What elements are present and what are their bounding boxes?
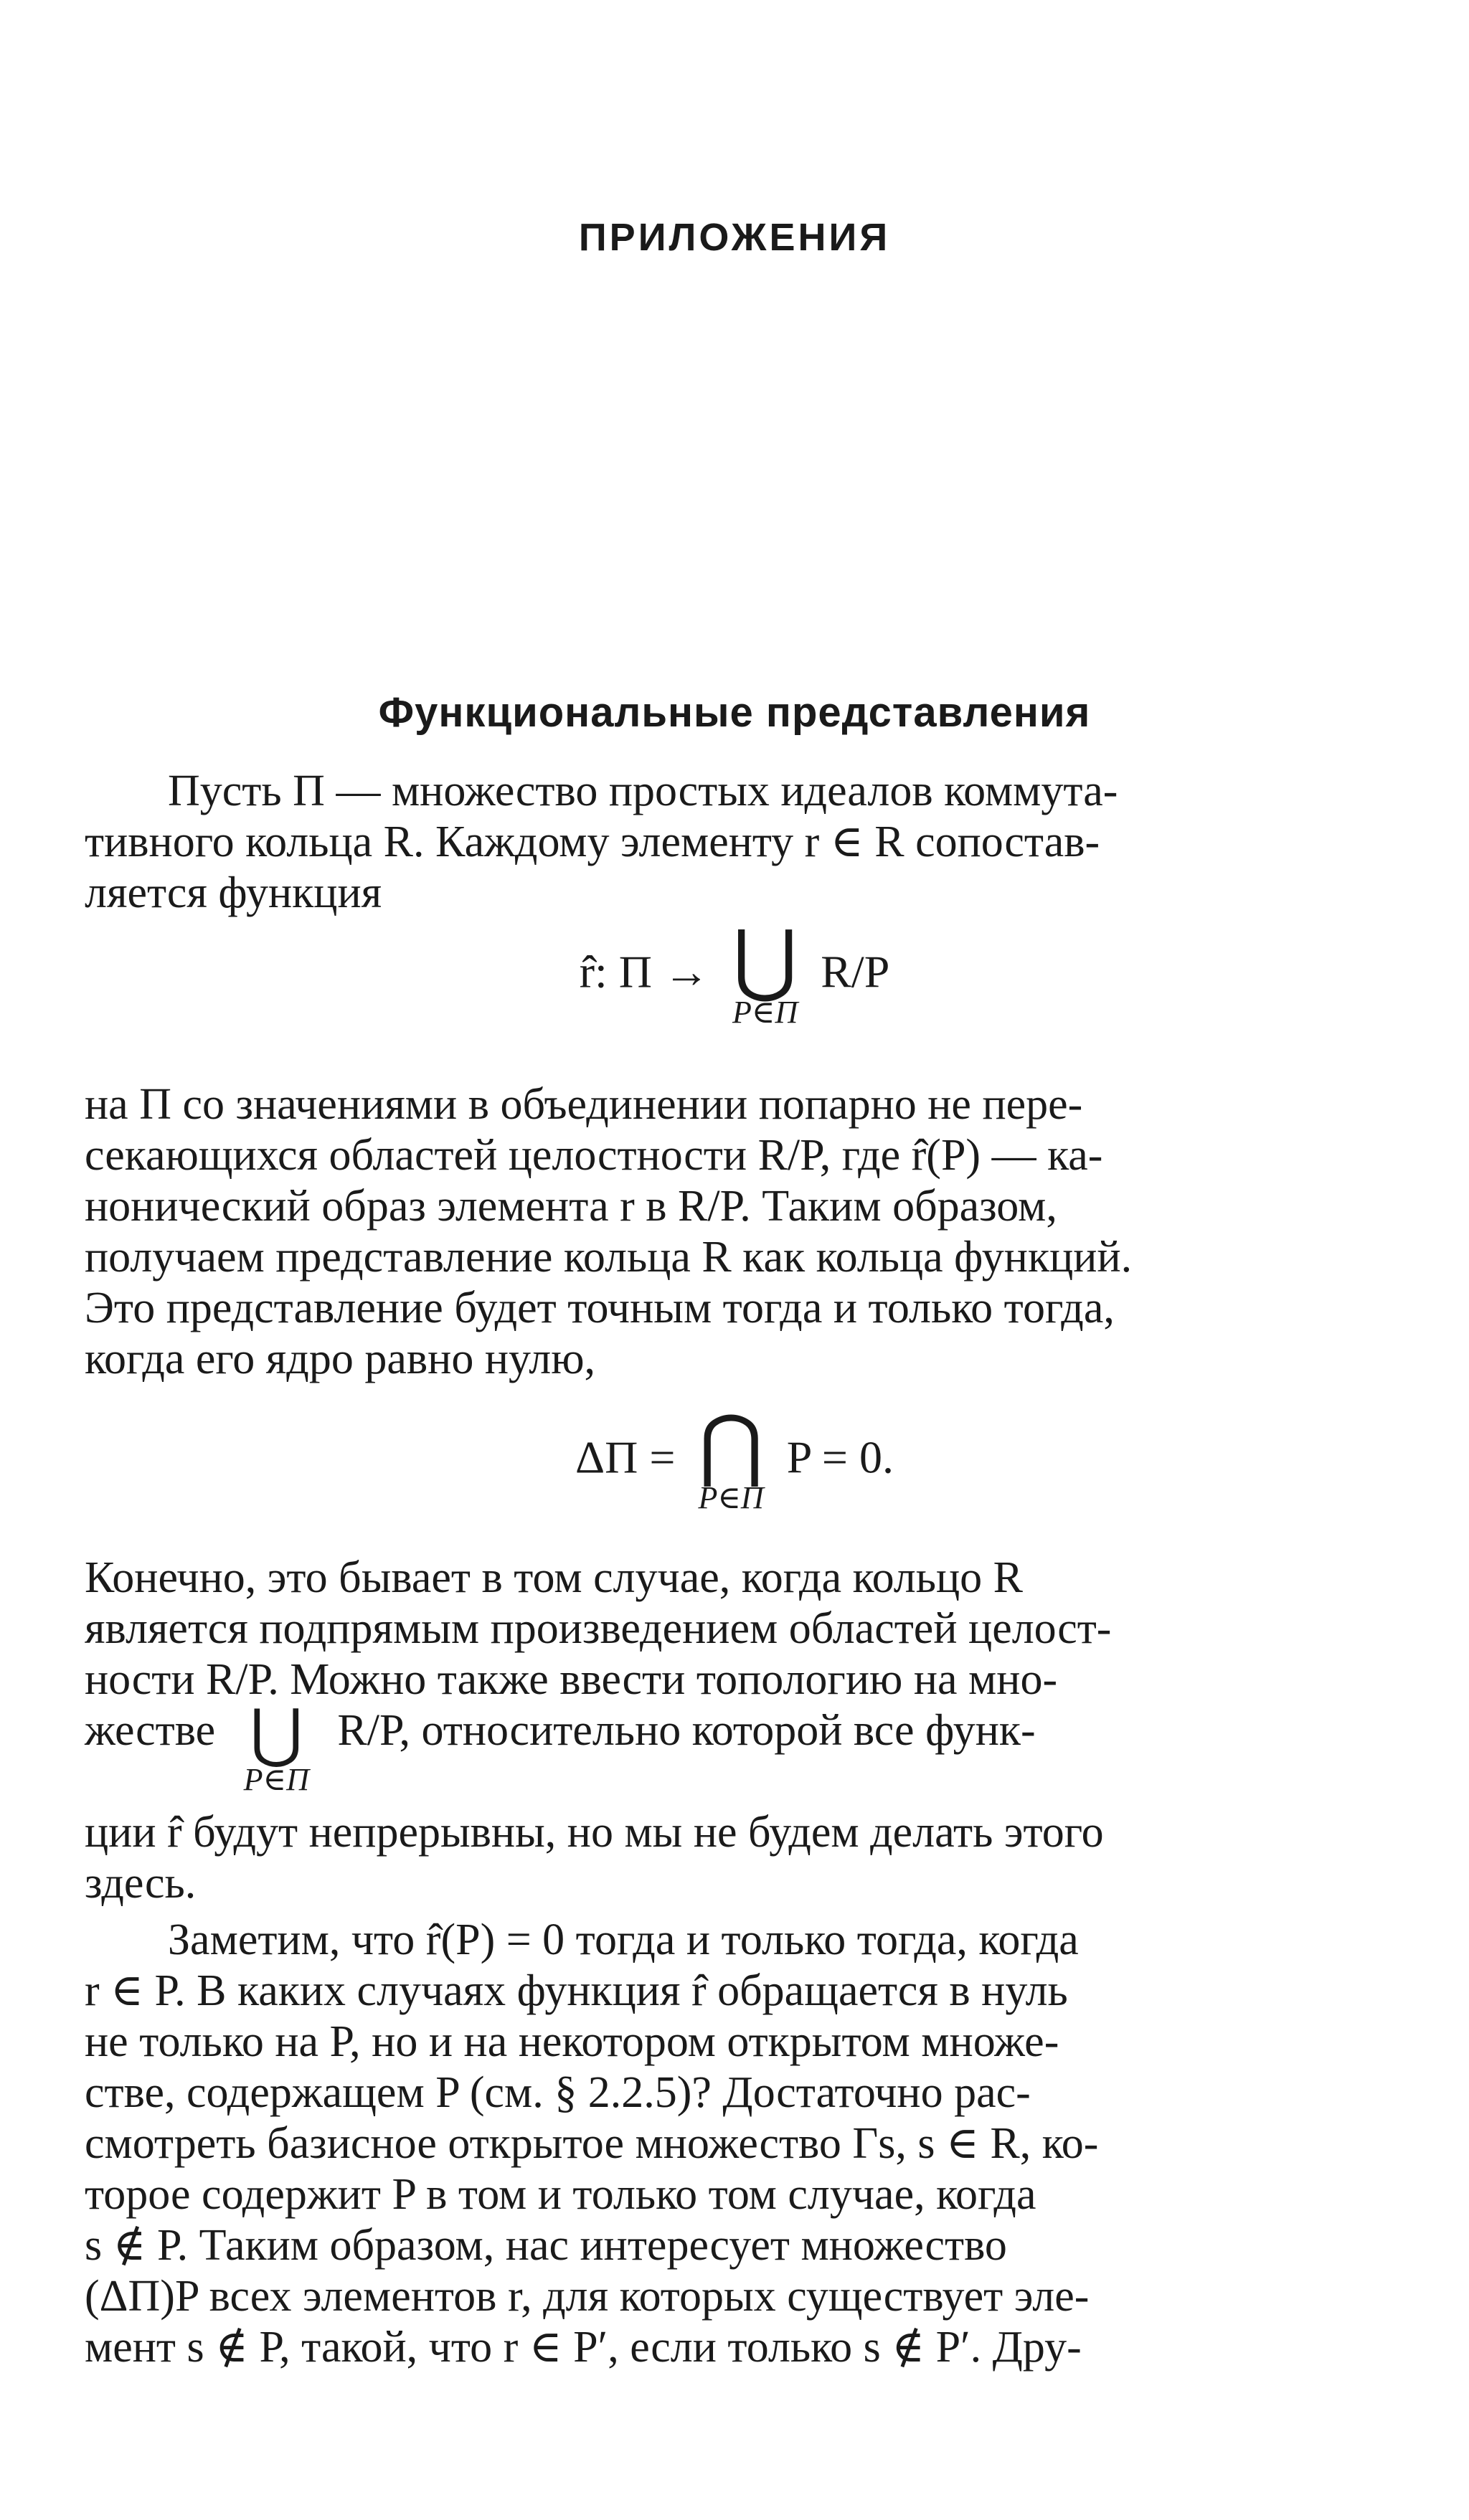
text-line: s ∉ P. Таким образом, нас интересует множество xyxy=(85,2221,1007,2270)
paragraph-3-end xyxy=(85,1807,1376,1909)
text-line: мент s ∉ P, такой, что r ∈ P′, если только s ∉ P′. Дру- xyxy=(85,2323,1082,2372)
formula-rhs: R/P xyxy=(821,946,890,998)
inline-before: жестве xyxy=(85,1706,216,1755)
text-line: r ∈ P. В каких случаях функция r̂ обращается в нуль xyxy=(85,1966,1068,2015)
formula-intersection xyxy=(0,1401,1469,1515)
text-line: стве, содержащем P (см. § 2.2.5)? Достаточно рас- xyxy=(85,2068,1031,2117)
text-line: ции r̂ будут непрерывны, но мы не будем делать этого xyxy=(85,1808,1104,1857)
formula-union-map xyxy=(0,916,1469,1030)
paragraph-1 xyxy=(85,766,1376,919)
text-line: не только на P, но и на некотором открытом множе- xyxy=(85,2017,1059,2066)
formula-lhs: r̂: Π → xyxy=(579,946,709,998)
union-subscript: P∈Π xyxy=(732,995,798,1030)
inline-union-subscript: P∈Π xyxy=(243,1762,309,1797)
inline-union-operator xyxy=(243,1698,309,1797)
section-title: Функциональные представления xyxy=(378,689,1091,736)
text-line: Конечно, это бывает в том случае, когда кольцо R xyxy=(85,1553,1024,1602)
text-line: нонический образ элемента r в R/P. Таким образом, xyxy=(85,1182,1057,1231)
text-line: секающихся областей целостности R/P, где r̂(P) — ка- xyxy=(85,1131,1103,1180)
text-line: Заметим, что r̂(P) = 0 тогда и только тогда, когда xyxy=(168,1915,1079,1964)
intersection-operator xyxy=(698,1401,764,1515)
text-line xyxy=(85,1698,1376,1797)
text-line: Это представление будет точным тогда и только тогда, xyxy=(85,1284,1115,1332)
text-line: на Π со значениями в объединении попарно не пере- xyxy=(85,1080,1083,1129)
text-line: Пусть Π — множество простых идеалов коммута- xyxy=(168,767,1118,815)
inline-union-symbol: ⋃ xyxy=(250,1698,303,1769)
paragraph-2 xyxy=(85,1079,1376,1385)
text-line: смотреть базисное открытое множество Γs, s ∈ R, ко- xyxy=(85,2119,1099,2168)
text-line: здесь. xyxy=(85,1859,197,1908)
intersection-symbol: ⋂ xyxy=(698,1401,764,1489)
intersection-subscript: P∈Π xyxy=(698,1480,764,1515)
text-line: получаем представление кольца R как кольца функций. xyxy=(85,1233,1133,1282)
text-line: когда его ядро равно нулю, xyxy=(85,1335,596,1383)
formula-rhs: P = 0. xyxy=(786,1431,894,1483)
formula-lhs: ΔΠ = xyxy=(575,1431,676,1483)
text-line: (ΔΠ)P всех элементов r, для которых существует эле- xyxy=(85,2272,1090,2321)
inline-after: R/P, относительно которой все функ- xyxy=(337,1706,1036,1755)
text-line: является подпрямым произведением областей целост- xyxy=(85,1604,1112,1653)
paragraph-3 xyxy=(85,1553,1376,1705)
union-symbol: ⋃ xyxy=(732,916,798,1003)
text-line: тивного кольца R. Каждому элементу r ∈ R сопостав- xyxy=(85,818,1100,866)
text-line: торое содержит P в том и только том случае, когда xyxy=(85,2170,1036,2219)
chapter-title: ПРИЛОЖЕНИЯ xyxy=(578,216,891,259)
paragraph-4 xyxy=(85,1915,1376,2373)
paragraph-3-inline-formula xyxy=(85,1698,1376,1797)
text-line: ляется функция xyxy=(85,868,382,917)
text-line: ности R/P. Можно также ввести топологию на мно- xyxy=(85,1655,1058,1704)
union-operator xyxy=(732,916,798,1030)
